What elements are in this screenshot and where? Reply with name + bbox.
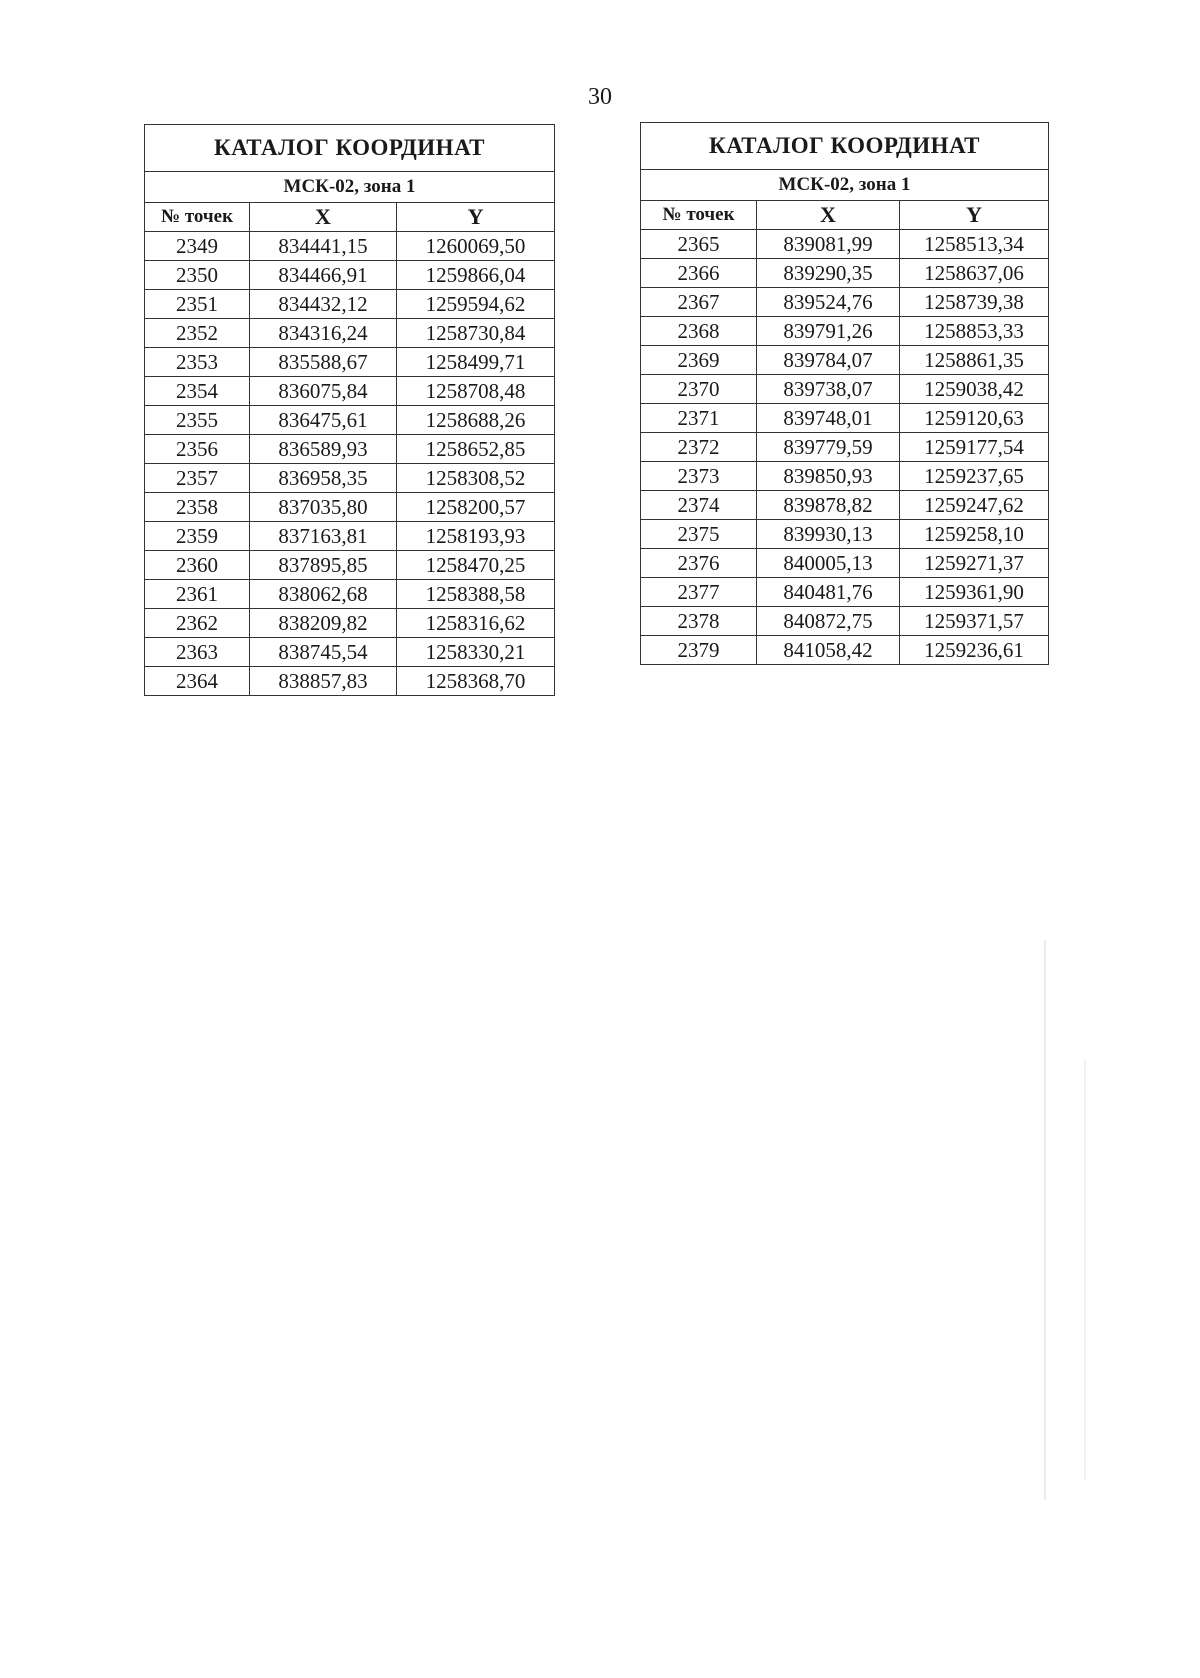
y-coordinate-cell: 1259038,42 — [900, 375, 1049, 404]
point-number-cell: 2359 — [145, 522, 250, 551]
table-row — [641, 607, 1049, 636]
x-coordinate-cell: 834441,15 — [250, 232, 397, 261]
x-coordinate-cell: 838062,68 — [250, 580, 397, 609]
point-number-cell: 2361 — [145, 580, 250, 609]
catalog-title: КАТАЛОГ КООРДИНАТ — [641, 123, 1049, 170]
x-coordinate-cell: 835588,67 — [250, 348, 397, 377]
table-row — [641, 230, 1049, 259]
x-coordinate-cell: 838745,54 — [250, 638, 397, 667]
coordinate-system-label: МСК-02, зона 1 — [145, 172, 555, 203]
table-row — [145, 464, 555, 493]
y-coordinate-cell: 1258200,57 — [397, 493, 555, 522]
point-number-cell: 2369 — [641, 346, 757, 375]
y-coordinate-cell: 1259361,90 — [900, 578, 1049, 607]
x-coordinate-cell: 836075,84 — [250, 377, 397, 406]
x-coordinate-cell: 839290,35 — [757, 259, 900, 288]
table-row — [145, 319, 555, 348]
table-row — [145, 261, 555, 290]
table-row — [145, 493, 555, 522]
y-coordinate-cell: 1258853,33 — [900, 317, 1049, 346]
table-row — [641, 578, 1049, 607]
y-coordinate-cell: 1258330,21 — [397, 638, 555, 667]
catalog-rows — [641, 230, 1049, 665]
x-coordinate-cell: 839878,82 — [757, 491, 900, 520]
table-row — [145, 522, 555, 551]
column-header-y: Y — [900, 201, 1049, 230]
coordinate-catalog-table-2 — [640, 122, 1049, 665]
point-number-cell: 2350 — [145, 261, 250, 290]
point-number-cell: 2378 — [641, 607, 757, 636]
y-coordinate-cell: 1258499,71 — [397, 348, 555, 377]
x-coordinate-cell: 839524,76 — [757, 288, 900, 317]
table-row — [145, 377, 555, 406]
x-coordinate-cell: 837035,80 — [250, 493, 397, 522]
y-coordinate-cell: 1258470,25 — [397, 551, 555, 580]
scan-artifact — [1044, 940, 1046, 1500]
x-coordinate-cell: 836475,61 — [250, 406, 397, 435]
y-coordinate-cell: 1260069,50 — [397, 232, 555, 261]
x-coordinate-cell: 837895,85 — [250, 551, 397, 580]
table-row — [641, 288, 1049, 317]
point-number-cell: 2374 — [641, 491, 757, 520]
point-number-cell: 2377 — [641, 578, 757, 607]
table-row — [641, 346, 1049, 375]
table-row — [641, 375, 1049, 404]
x-coordinate-cell: 836958,35 — [250, 464, 397, 493]
y-coordinate-cell: 1259866,04 — [397, 261, 555, 290]
column-header-point-number: № точек — [145, 203, 250, 232]
column-header-y: Y — [397, 203, 555, 232]
y-coordinate-cell: 1258708,48 — [397, 377, 555, 406]
y-coordinate-cell: 1258688,26 — [397, 406, 555, 435]
coordinate-system-label: МСК-02, зона 1 — [641, 170, 1049, 201]
point-number-cell: 2375 — [641, 520, 757, 549]
x-coordinate-cell: 841058,42 — [757, 636, 900, 665]
y-coordinate-cell: 1258193,93 — [397, 522, 555, 551]
table-row — [145, 580, 555, 609]
column-header-x: X — [757, 201, 900, 230]
point-number-cell: 2358 — [145, 493, 250, 522]
point-number-cell: 2354 — [145, 377, 250, 406]
point-number-cell: 2363 — [145, 638, 250, 667]
y-coordinate-cell: 1259594,62 — [397, 290, 555, 319]
table-row — [641, 462, 1049, 491]
x-coordinate-cell: 834316,24 — [250, 319, 397, 348]
y-coordinate-cell: 1258637,06 — [900, 259, 1049, 288]
point-number-cell: 2368 — [641, 317, 757, 346]
point-number-cell: 2373 — [641, 462, 757, 491]
page-number: 30 — [588, 84, 612, 110]
point-number-cell: 2360 — [145, 551, 250, 580]
y-coordinate-cell: 1259236,61 — [900, 636, 1049, 665]
y-coordinate-cell: 1259237,65 — [900, 462, 1049, 491]
x-coordinate-cell: 840872,75 — [757, 607, 900, 636]
point-number-cell: 2376 — [641, 549, 757, 578]
point-number-cell: 2370 — [641, 375, 757, 404]
scan-artifact — [1084, 1060, 1086, 1480]
y-coordinate-cell: 1259120,63 — [900, 404, 1049, 433]
x-coordinate-cell: 839791,26 — [757, 317, 900, 346]
point-number-cell: 2357 — [145, 464, 250, 493]
table-row — [145, 638, 555, 667]
x-coordinate-cell: 839081,99 — [757, 230, 900, 259]
point-number-cell: 2352 — [145, 319, 250, 348]
y-coordinate-cell: 1258368,70 — [397, 667, 555, 696]
column-header-x: X — [250, 203, 397, 232]
table-row — [145, 348, 555, 377]
table-row — [641, 636, 1049, 665]
point-number-cell: 2355 — [145, 406, 250, 435]
table-row — [641, 549, 1049, 578]
table-row — [641, 404, 1049, 433]
point-number-cell: 2371 — [641, 404, 757, 433]
y-coordinate-cell: 1258316,62 — [397, 609, 555, 638]
table-row — [641, 433, 1049, 462]
catalog-title: КАТАЛОГ КООРДИНАТ — [145, 125, 555, 172]
x-coordinate-cell: 839738,07 — [757, 375, 900, 404]
x-coordinate-cell: 834432,12 — [250, 290, 397, 319]
point-number-cell: 2353 — [145, 348, 250, 377]
y-coordinate-cell: 1258513,34 — [900, 230, 1049, 259]
x-coordinate-cell: 839850,93 — [757, 462, 900, 491]
y-coordinate-cell: 1258739,38 — [900, 288, 1049, 317]
x-coordinate-cell: 839779,59 — [757, 433, 900, 462]
y-coordinate-cell: 1259247,62 — [900, 491, 1049, 520]
column-header-point-number: № точек — [641, 201, 757, 230]
table-row — [641, 317, 1049, 346]
point-number-cell: 2362 — [145, 609, 250, 638]
table-row — [145, 232, 555, 261]
catalog-rows — [145, 232, 555, 696]
coordinate-catalog-table-1 — [144, 124, 555, 696]
table-row — [145, 290, 555, 319]
y-coordinate-cell: 1258388,58 — [397, 580, 555, 609]
y-coordinate-cell: 1258861,35 — [900, 346, 1049, 375]
y-coordinate-cell: 1259271,37 — [900, 549, 1049, 578]
y-coordinate-cell: 1259258,10 — [900, 520, 1049, 549]
x-coordinate-cell: 836589,93 — [250, 435, 397, 464]
point-number-cell: 2349 — [145, 232, 250, 261]
table-row — [641, 259, 1049, 288]
y-coordinate-cell: 1258652,85 — [397, 435, 555, 464]
table-row — [641, 520, 1049, 549]
point-number-cell: 2372 — [641, 433, 757, 462]
point-number-cell: 2364 — [145, 667, 250, 696]
table-row — [145, 435, 555, 464]
x-coordinate-cell: 840481,76 — [757, 578, 900, 607]
table-row — [145, 667, 555, 696]
point-number-cell: 2379 — [641, 636, 757, 665]
x-coordinate-cell: 839930,13 — [757, 520, 900, 549]
point-number-cell: 2356 — [145, 435, 250, 464]
x-coordinate-cell: 839784,07 — [757, 346, 900, 375]
table-row — [145, 609, 555, 638]
x-coordinate-cell: 834466,91 — [250, 261, 397, 290]
x-coordinate-cell: 837163,81 — [250, 522, 397, 551]
x-coordinate-cell: 839748,01 — [757, 404, 900, 433]
point-number-cell: 2366 — [641, 259, 757, 288]
table-row — [145, 551, 555, 580]
y-coordinate-cell: 1258730,84 — [397, 319, 555, 348]
point-number-cell: 2365 — [641, 230, 757, 259]
x-coordinate-cell: 840005,13 — [757, 549, 900, 578]
x-coordinate-cell: 838209,82 — [250, 609, 397, 638]
x-coordinate-cell: 838857,83 — [250, 667, 397, 696]
point-number-cell: 2367 — [641, 288, 757, 317]
y-coordinate-cell: 1259371,57 — [900, 607, 1049, 636]
table-row — [641, 491, 1049, 520]
y-coordinate-cell: 1259177,54 — [900, 433, 1049, 462]
point-number-cell: 2351 — [145, 290, 250, 319]
y-coordinate-cell: 1258308,52 — [397, 464, 555, 493]
table-row — [145, 406, 555, 435]
